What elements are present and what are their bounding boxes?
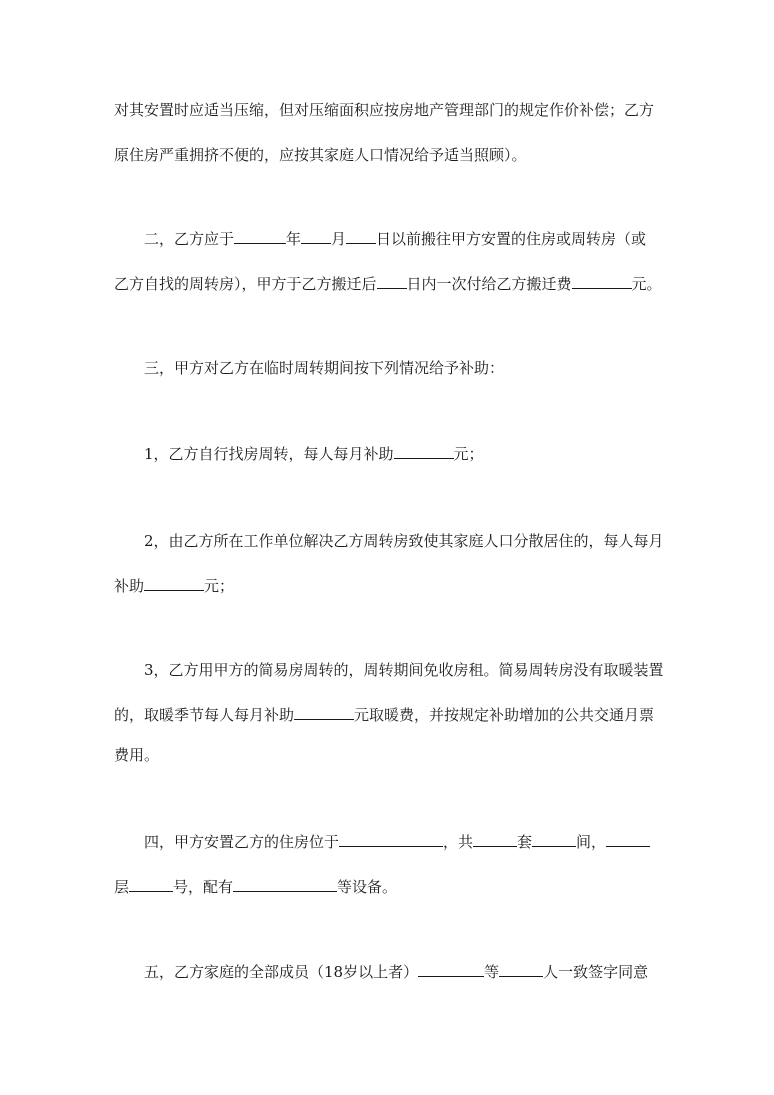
text-run: 号，配有 [173, 878, 234, 896]
text-run: 二，乙方应于 [144, 230, 235, 248]
text-run: ，共 [443, 833, 474, 851]
blank-rooms-field[interactable] [532, 832, 576, 847]
item-three-line-3 [114, 745, 159, 765]
text-run: 年 [286, 230, 302, 248]
text-run: 补助 [114, 577, 145, 595]
clause-two-line-2 [114, 274, 662, 294]
text-run: 元； [204, 577, 235, 595]
item-two-line-2 [114, 576, 234, 596]
paragraph-line [114, 100, 654, 120]
text-run: 原住房严重拥挤不便的，应按其家庭人口情况给予适当照顾）。 [114, 146, 527, 164]
text-run: 乙方自找的周转房），甲方于乙方搬迁后 [114, 275, 377, 293]
text-run: 对其安置时应适当压缩，但对压缩面积应按房地产管理部门的规定作价补偿；乙方 [114, 101, 655, 119]
blank-heating-fee-field[interactable] [294, 705, 354, 720]
blank-day-field[interactable] [346, 229, 376, 244]
blank-address-field[interactable] [339, 832, 443, 847]
text-run: 等设备。 [337, 878, 398, 896]
blank-month-field[interactable] [301, 229, 331, 244]
blank-members-field[interactable] [418, 962, 484, 977]
paragraph-line [114, 145, 527, 165]
text-run: 四，甲方安置乙方的住房位于 [144, 833, 340, 851]
clause-four-line-1 [144, 832, 650, 852]
blank-number-field[interactable] [129, 877, 173, 892]
text-run: 3，乙方用甲方的简易房周转的，周转期间免收房租。简易周转房没有取暖装置 [144, 661, 664, 679]
text-run: 三，甲方对乙方在临时周转期间按下列情况给予补助： [144, 359, 505, 377]
text-run: 日内一次付给乙方搬迁费 [406, 275, 572, 293]
item-three-line-1 [144, 660, 664, 680]
text-run: 费用。 [114, 746, 160, 764]
blank-moving-fee-field[interactable] [572, 274, 632, 289]
blank-subsidy-field[interactable] [394, 444, 454, 459]
clause-four-line-2 [114, 877, 397, 897]
blank-equipment-field[interactable] [233, 877, 337, 892]
item-one-line [144, 444, 484, 464]
item-two-line-1 [144, 531, 664, 551]
blank-persons-field[interactable] [499, 962, 543, 977]
text-run: 日以前搬往甲方安置的住房或周转房（或 [376, 230, 647, 248]
text-run: 元； [453, 445, 484, 463]
blank-floor-field[interactable] [606, 832, 650, 847]
text-run: 层 [114, 878, 130, 896]
clause-five-line-1 [144, 962, 648, 982]
text-run: 五，乙方家庭的全部成员（18岁以上者） [144, 963, 419, 981]
text-run: 元取暖费，并按规定补助增加的公共交通月票 [354, 706, 655, 724]
text-run: 的，取暖季节每人每月补助 [114, 706, 295, 724]
blank-days-field[interactable] [377, 274, 407, 289]
text-run: 人一致签字同意 [543, 963, 649, 981]
text-run: 等 [484, 963, 500, 981]
text-run: 间， [576, 833, 607, 851]
clause-two-line-1 [144, 229, 646, 249]
item-three-line-2 [114, 705, 654, 725]
text-run: 套 [517, 833, 533, 851]
text-run: 月 [331, 230, 347, 248]
clause-three-heading [144, 358, 504, 378]
blank-year-field[interactable] [234, 229, 286, 244]
text-run: 2，由乙方所在工作单位解决乙方周转房致使其家庭人口分散居住的，每人每月 [144, 532, 664, 550]
blank-subsidy-field[interactable] [144, 576, 204, 591]
blank-sets-field[interactable] [473, 832, 517, 847]
text-run: 1，乙方自行找房周转，每人每月补助 [144, 445, 394, 463]
text-run: 元。 [631, 275, 662, 293]
